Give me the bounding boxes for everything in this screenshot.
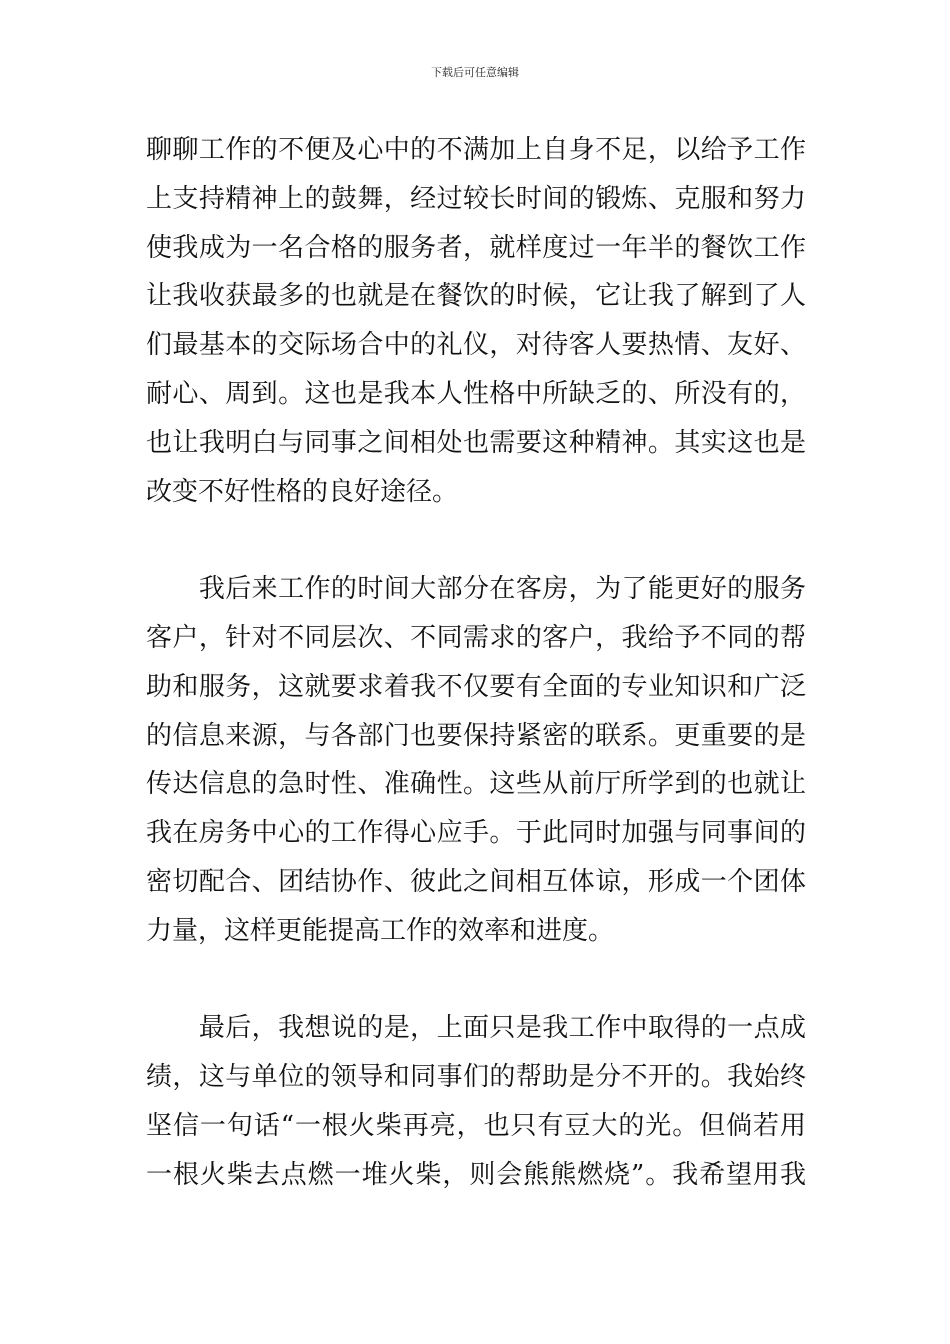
text-line: 上支持精神上的鼓舞，经过较长时间的锻炼、克服和努力 — [146, 183, 806, 214]
text-line: 耐心、周到。这也是我本人性格中所缺乏的、所没有的， — [146, 378, 806, 409]
text-line: 传达信息的急时性、准确性。这些从前厅所学到的也就让 — [146, 769, 806, 800]
text-line: 助和服务，这就要求着我不仅要有全面的专业知识和广泛 — [146, 671, 806, 702]
paragraph-1 — [146, 126, 806, 516]
page-header: 下载后可任意编辑 — [431, 66, 519, 79]
text-line: 密切配合、团结协作、彼此之间相互体谅，形成一个团体 — [146, 866, 806, 897]
text-line: 们最基本的交际场合中的礼仪，对待客人要热情、友好、 — [146, 330, 806, 361]
paragraph-gap — [146, 516, 806, 565]
text-line: 我后来工作的时间大部分在客房，为了能更好的服务 — [146, 574, 806, 605]
text-line: 使我成为一名合格的服务者，就样度过一年半的餐饮工作 — [146, 232, 806, 263]
text-line: 绩，这与单位的领导和同事们的帮助是分不开的。我始终 — [146, 1062, 806, 1093]
text-line: 坚信一句话“一根火柴再亮，也只有豆大的光。但倘若用 — [146, 1110, 806, 1141]
text-line: 力量，这样更能提高工作的效率和进度。 — [146, 915, 615, 946]
paragraph-3 — [146, 1004, 806, 1199]
text-line: 的信息来源，与各部门也要保持紧密的联系。更重要的是 — [146, 720, 806, 751]
document-body — [146, 126, 806, 1200]
text-line: 客户，针对不同层次、不同需求的客户，我给予不同的帮 — [146, 622, 806, 653]
paragraph-gap — [146, 956, 806, 1005]
paragraph-2 — [146, 565, 806, 955]
text-line: 改变不好性格的良好途径。 — [146, 476, 459, 507]
text-line: 也让我明白与同事之间相处也需要这种精神。其实这也是 — [146, 427, 806, 458]
text-line: 最后，我想说的是，上面只是我工作中取得的一点成 — [146, 1013, 806, 1044]
text-line: 聊聊工作的不便及心中的不满加上自身不足，以给予工作 — [146, 135, 806, 165]
text-line: 我在房务中心的工作得心应手。于此同时加强与同事间的 — [146, 818, 806, 849]
text-line: 一根火柴去点燃一堆火柴，则会熊熊燃烧”。我希望用我 — [146, 1159, 806, 1190]
text-line: 让我收获最多的也就是在餐饮的时候，它让我了解到了人 — [146, 281, 806, 312]
